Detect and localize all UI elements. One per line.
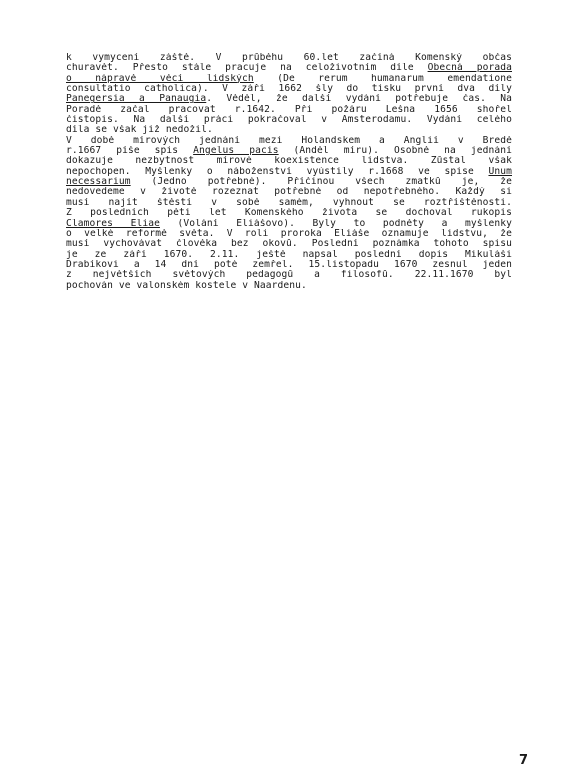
text-run: (Jedno potřebné). Příčinou všech zmatků je, že [130,177,512,188]
text-line [66,146,512,156]
text-line [66,177,512,187]
text-line [66,84,512,94]
text-run: r.1667 píše spis [66,146,194,157]
text-line [66,281,512,291]
text-run: k vymycení záště. V průběhu 60.let začíná Komenský občas [66,53,512,63]
text-run: (Anděl míru). Osobně na jednání [278,146,512,157]
text-run: nepochopen. Myšlenky o náboženství vyústily r.1668 ve spise [66,166,489,177]
text-line [66,53,512,63]
text-line [66,198,512,208]
text-run: nedovedeme v životě rozeznat potřebné od nepotřebného. Každý si [66,187,512,198]
underlined-title: Angelus pacis [193,146,279,157]
text-run: churavět. Přesto stále pracuje na celoživotním díle [66,63,428,74]
underlined-title: Clamores Eliae [66,218,160,229]
text-line [66,187,512,197]
text-run: Drabíkovi a 14 dní poté zemřel. 15.listopadu 1670 zesnul jeden [66,259,512,270]
text-run: z největších světových pedagogů a filosofů. 22.11.1670 byl [66,270,512,281]
text-run: díla se však již nedožil. [66,125,213,136]
underlined-title: o nápravě věcí lidských [66,73,254,84]
underlined-title: Panegersia a Panaugia [66,94,207,105]
text-line [66,208,512,218]
text-run: . Věděl, že další vydání potřebuje čas. Na [206,94,512,105]
text-run: pochován ve valonském kostele v Naardenu. [66,280,307,291]
text-line [66,63,512,73]
text-line [66,136,512,146]
text-line [66,239,512,249]
text-run: musí najít štěstí v sobě samém, vyhnout se roztříštěnosti. [66,197,512,208]
text-run: musí vychovávat člověka bez okovů. Poslední poznámka tohoto spisu [66,239,512,250]
text-line [66,94,512,104]
text-line [66,229,512,239]
underlined-title: Unum [488,166,512,177]
text-line [66,270,512,280]
text-run: (De rerum humanarum emendatione [253,73,512,84]
text-run: čistopis. Na další práci pokračoval v Amsterodamu. Vydání celého [66,115,512,126]
underlined-title: Obecná porada [427,63,512,74]
text-run: je ze září 1670. 2.11. ještě napsal poslední dopis Mikuláši [66,249,512,260]
text-run: V době mírových jednání mezi Holandskem a Anglií v Bredě [66,135,512,146]
text-run: consultatio catholica). V září 1662 šly do tisku první dva díly [66,84,512,95]
text-run: (Volání Eliášovo). Byly to podněty a myšlenky [159,218,512,229]
body-text [66,53,512,291]
page-number: 7 [519,753,529,768]
text-line [66,74,512,84]
text-run: dokazuje nezbytnost mírové koexistence lidstva. Zůstal však [66,156,512,167]
underlined-title: necessarium [66,177,131,188]
text-line [66,250,512,260]
text-line [66,167,512,177]
text-line [66,115,512,125]
text-line [66,105,512,115]
text-run: Poradě začal pracovat r.1642. Při požáru Lešna 1656 shořel [66,104,512,115]
text-line [66,219,512,229]
text-line [66,156,512,166]
text-run: Z posledních pěti let Komenského života se dochoval rukopis [66,208,512,219]
text-line [66,260,512,270]
text-line [66,125,512,135]
text-run: o velké reformě světa. V roli proroka Eliáše oznamuje lidstvu, že [66,228,512,239]
